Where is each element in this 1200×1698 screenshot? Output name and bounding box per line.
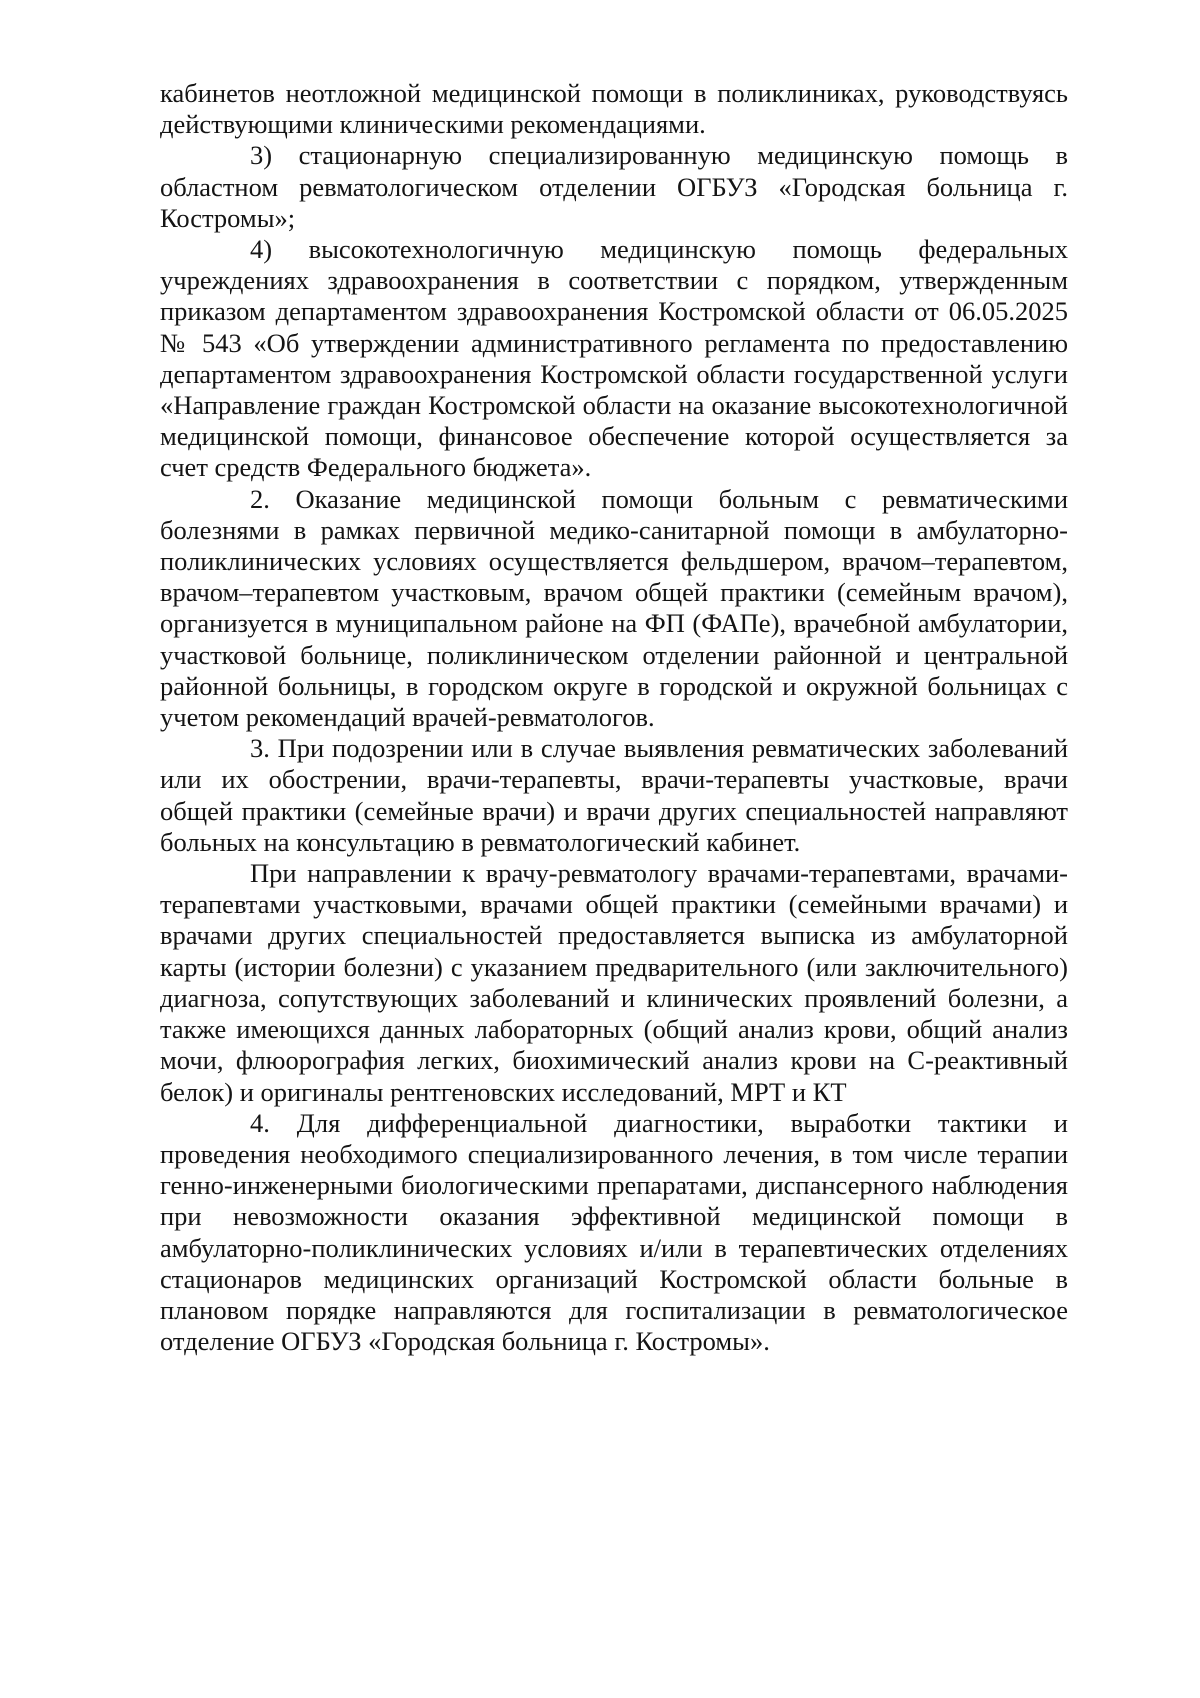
paragraph-item-3-inpatient-care: 3) стационарную специализированную медицинскую помощь в областном ревматологическом отделении ОГБУЗ «Городская больница г. Костромы»; [160,140,1068,233]
paragraph-section-3: 3. При подозрении или в случае выявления ревматических заболеваний или их обострении, врачи-терапевты, врачи-терапевты участковые, врачи общей практики (семейные врачи) и врачи других специальностей направляют больных на консультацию в ревматологический кабинет. [160,733,1068,857]
paragraph-item-4-high-tech-care: 4) высокотехнологичную медицинскую помощь федеральных учреждениях здравоохранения в соответствии с порядком, утвержденным приказом департаментом здравоохранения Костромской области от 06.05.2025 № 543 «Об утверждении административного регламента по предоставлению департаментом здравоохранения Костромской области государственной услуги «Направление граждан Костромской области на оказание высокотехнологичной медицинской помощи, финансовое обеспечение которой осуществляется за счет средств Федерального бюджета». [160,234,1068,483]
paragraph-continuation: кабинетов неотложной медицинской помощи в поликлиниках, руководствуясь действующими клиническими рекомендациями. [160,78,1068,140]
paragraph-section-2: 2. Оказание медицинской помощи больным с ревматическими болезнями в рамках первичной медико-санитарной помощи в амбулаторно-поликлинических условиях осуществляется фельдшером, врачом–терапевтом, врачом–терапевтом участковым, врачом общей практики (семейным врачом), организуется в муниципальном районе на ФП (ФАПе), врачебной амбулатории, участковой больнице, поликлиническом отделении районной и центральной районной больницы, в городском округе в городской и окружной больницах с учетом рекомендаций врачей-ревматологов. [160,483,1068,733]
document-body [160,78,1068,1357]
paragraph-referral-details: При направлении к врачу-ревматологу врачами-терапевтами, врачами-терапевтами участковыми, врачами общей практики (семейными врачами) и врачами других специальностей предоставляется выписка из амбулаторной карты (истории болезни) с указанием предварительного (или заключительного) диагноза, сопутствующих заболеваний и клинических проявлений болезни, а также имеющихся данных лабораторных (общий анализ крови, общий анализ мочи, флюорография легких, биохимический анализ крови на С-реактивный белок) и оригиналы рентгеновских исследований, МРТ и КТ [160,858,1068,1107]
paragraph-section-4: 4. Для дифференциальной диагностики, выработки тактики и проведения необходимого специализированного лечения, в том числе терапии генно-инженерными биологическими препаратами, диспансерного наблюдения при невозможности оказания эффективной медицинской помощи в амбулаторно-поликлинических условиях и/или в терапевтических отделениях стационаров медицинских организаций Костромской области больные в плановом порядке направляются для госпитализации в ревматологическое отделение ОГБУЗ «Городская больница г. Костромы». [160,1107,1068,1357]
